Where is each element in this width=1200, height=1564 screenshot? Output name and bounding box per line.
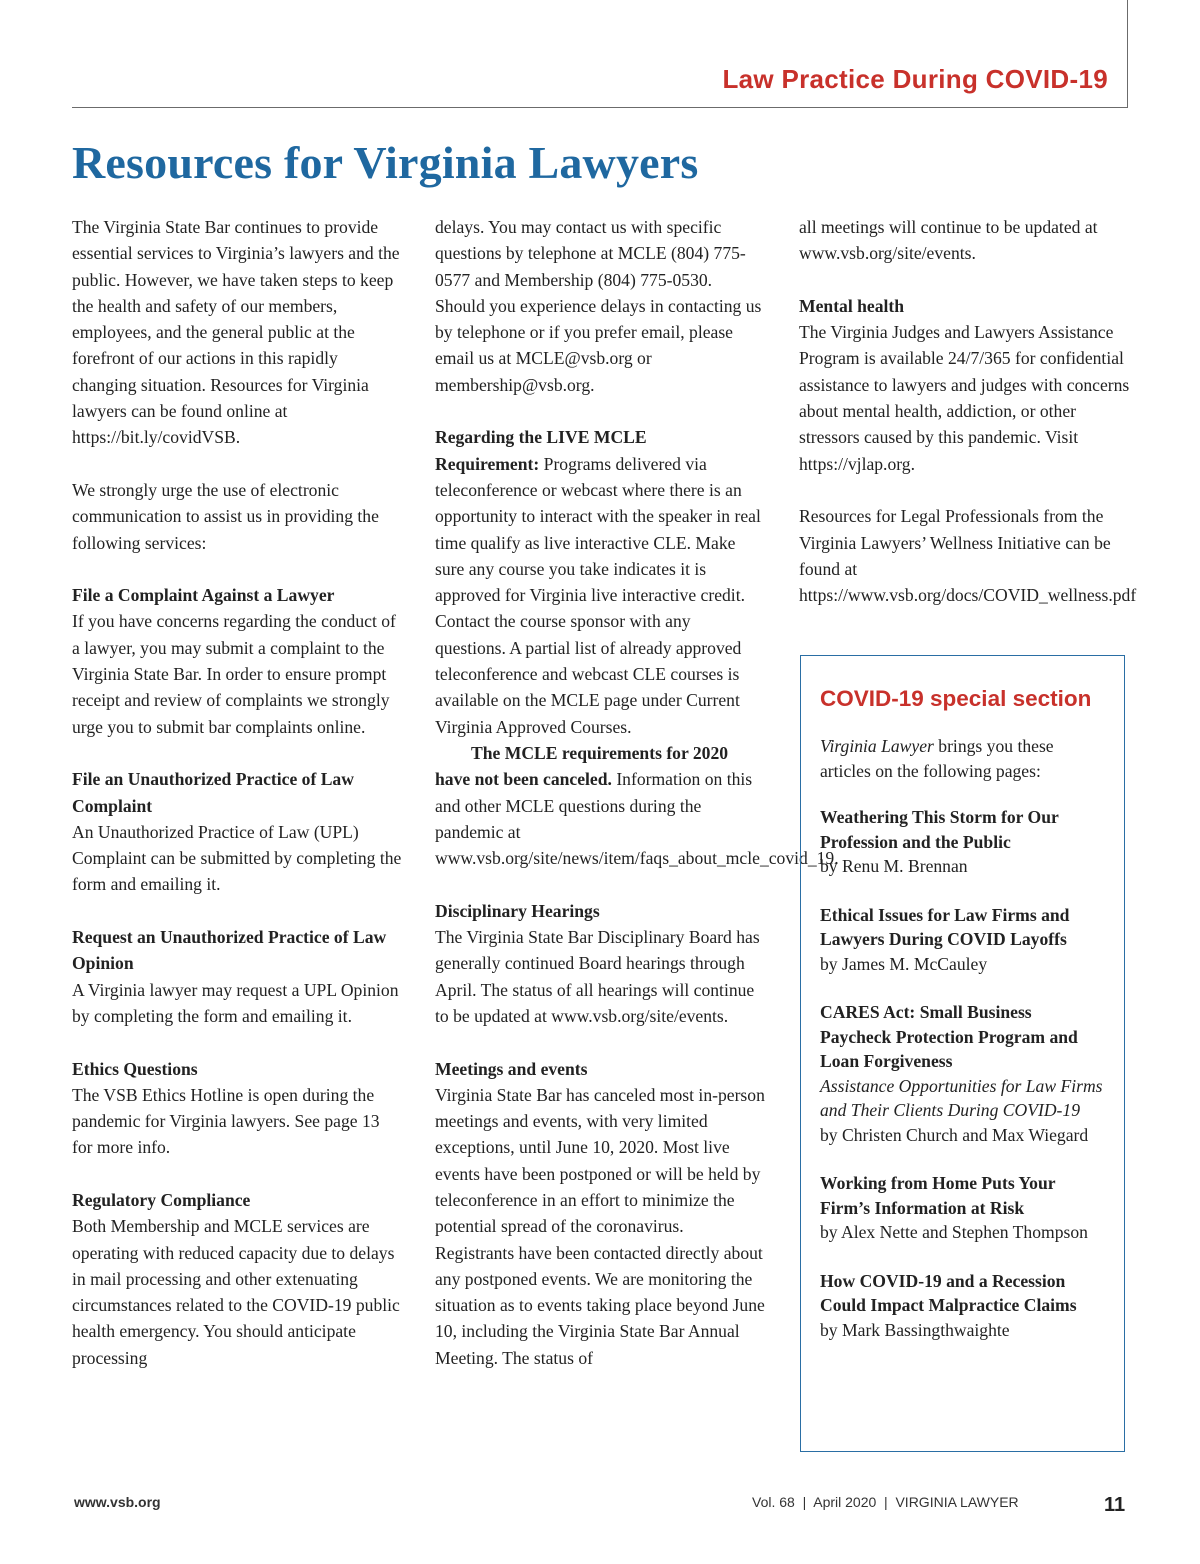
page-number: 11 xyxy=(1104,1494,1126,1516)
section-heading: Mental health xyxy=(799,295,905,316)
section-body: Both Membership and MCLE services are operating with reduced capacity due to delays in mail processing and other extenuating circumstances related to the COVID-19 public health emergency. You should anticipate processing xyxy=(72,1216,400,1368)
mcle-notice: The MCLE requirements for 2020 have not been canceled. xyxy=(435,742,729,790)
column-3 xyxy=(799,214,1137,608)
section-upl-complaint xyxy=(72,766,404,897)
urge-paragraph: We strongly urge the use of electronic communication to assist us in providing the following services: xyxy=(72,479,379,553)
section-heading: Ethics Questions xyxy=(72,1058,198,1079)
sidebar-intro xyxy=(820,734,1106,783)
article-title: Working from Home Puts Your Firm’s Information at Risk xyxy=(820,1173,1056,1218)
wellness-paragraph: Resources for Legal Professionals from the Virginia Lawyers’ Wellness Initiative can be found at https://www.vsb.org/docs/COVID_wellness.pdf xyxy=(799,506,1137,606)
intro-paragraph: The Virginia State Bar continues to provide essential services to Virginia’s lawyers and the public. However, we have taken steps to keep the health and safety of our members, employees, and the general public at the forefront of our actions in this rapidly changing situation. Resources for Virginia lawyers can be found online at https://bit.ly/covidVSB. xyxy=(72,217,400,448)
section-body: If you have concerns regarding the conduct of a lawyer, you may submit a complaint to the Virginia State Bar. In order to ensure prompt receipt and review of complaints we strongly urge you to submit bar complaints online. xyxy=(72,611,396,737)
column-1 xyxy=(72,214,404,1371)
section-body: The VSB Ethics Hotline is open during the pandemic for Virginia lawyers. See page 13 for more info. xyxy=(72,1084,380,1158)
footer-issue: Vol. 68 | April 2020 | VIRGINIA LAWYER xyxy=(752,1494,1019,1510)
column-2 xyxy=(435,214,839,1371)
section-heading: Regarding the LIVE MCLE xyxy=(435,427,647,448)
sidebar-title: COVID-19 special section xyxy=(820,686,1092,711)
article-item xyxy=(820,1269,1106,1343)
section-live-mcle xyxy=(435,424,765,740)
section-heading: File an Unauthorized Practice of Law Complaint xyxy=(72,769,354,816)
section-heading-cont: Requirement: xyxy=(435,453,540,474)
mcle-requirements-paragraph xyxy=(435,740,839,871)
article-byline: by James M. McCauley xyxy=(820,953,988,974)
header-right-rule xyxy=(1127,0,1128,108)
section-ethics xyxy=(72,1056,404,1161)
mcle-info: Information on this and other MCLE questions during the pandemic at www.vsb.org/site/news/item/faqs_about_mcle_covid_19. xyxy=(435,769,839,869)
article-item xyxy=(820,903,1106,977)
sidebar-intro-text: brings you these articles on the following pages: xyxy=(820,736,1054,781)
article-subtitle: Assistance Opportunities for Law Firms and Their Clients During COVID-19 xyxy=(820,1075,1103,1120)
section-meetings xyxy=(435,1056,765,1372)
section-body: An Unauthorized Practice of Law (UPL) Complaint can be submitted by completing the form and emailing it. xyxy=(72,821,402,895)
section-upl-opinion xyxy=(72,924,404,1029)
article-title: How COVID-19 and a Recession Could Impact Malpractice Claims xyxy=(820,1270,1077,1315)
section-body: A Virginia lawyer may request a UPL Opinion by completing the form and emailing it. xyxy=(72,979,399,1026)
article-title: Ethical Issues for Law Firms and Lawyers During COVID Layoffs xyxy=(820,904,1070,949)
header-rule xyxy=(72,107,1128,108)
article-item xyxy=(820,805,1106,879)
section-heading: Meetings and events xyxy=(435,1058,588,1079)
article-byline: by Christen Church and Max Wiegard xyxy=(820,1124,1089,1145)
section-body: Virginia State Bar has canceled most in-person meetings and events, with very limited exceptions, until June 10, 2020. Most live events have been postponed or will be held by teleconference in an effort to minimize the potential spread of the coronavirus. Registrants have been contacted directly about any postponed events. We are monitoring the situation as to events taking place beyond June 10, including the Virginia State Bar Annual Meeting. The status of xyxy=(435,1084,765,1368)
article-byline: by Alex Nette and Stephen Thompson xyxy=(820,1222,1088,1242)
footer-site: www.vsb.org xyxy=(74,1494,161,1510)
magazine-name: Virginia Lawyer xyxy=(820,736,934,756)
section-regulatory xyxy=(72,1187,404,1371)
section-disciplinary xyxy=(435,898,765,1029)
section-file-complaint xyxy=(72,582,404,740)
section-header: Law Practice During COVID-19 xyxy=(722,64,1108,94)
section-body: The Virginia Judges and Lawyers Assistance Program is available 24/7/365 for confidential assistance to lawyers and judges with concerns about mental health, addiction, or other stressors caused by this pandemic. Visit https://vjlap.org. xyxy=(799,322,1130,474)
meetings-continued: all meetings will continue to be updated at www.vsb.org/site/events. xyxy=(799,217,1098,264)
article-title: CARES Act: Small Business Paycheck Protection Program and Loan Forgiveness xyxy=(820,1002,1078,1071)
contact-paragraph: delays. You may contact us with specific questions by telephone at MCLE (804) 775-0577 and Membership (804) 775-0530. Should you experience delays in contacting us by telephone or if you prefer email, please email us at MCLE@vsb.org or membership@vsb.org. xyxy=(435,217,762,395)
article-title: Weathering This Storm for Our Profession and the Public xyxy=(820,807,1059,852)
section-heading: Disciplinary Hearings xyxy=(435,900,600,921)
page-title: Resources for Virginia Lawyers xyxy=(72,137,699,188)
section-heading: Regulatory Compliance xyxy=(72,1189,251,1210)
covid-special-section-box xyxy=(800,655,1125,1452)
article-byline: by Renu M. Brennan xyxy=(820,856,968,876)
section-heading: Request an Unauthorized Practice of Law Opinion xyxy=(72,927,387,974)
article-item xyxy=(820,1171,1106,1245)
article-byline: by Mark Bassingthwaighte xyxy=(820,1319,1010,1340)
section-heading: File a Complaint Against a Lawyer xyxy=(72,585,335,606)
section-body: Programs delivered via teleconference or webcast where there is an opportunity to interact with the speaker in real time qualify as live interactive CLE. Make sure any course you take indicates it is approved for Virginia live interactive credit. Contact the course sponsor with any questions. A partial list of already approved teleconference and webcast CLE courses is available on the MCLE page under Current Virginia Approved Courses. xyxy=(435,453,761,737)
section-mental-health xyxy=(799,293,1131,477)
article-item xyxy=(820,1000,1106,1147)
section-body: The Virginia State Bar Disciplinary Board has generally continued Board hearings through April. The status of all hearings will continue to be updated at www.vsb.org/site/events. xyxy=(435,927,760,1026)
